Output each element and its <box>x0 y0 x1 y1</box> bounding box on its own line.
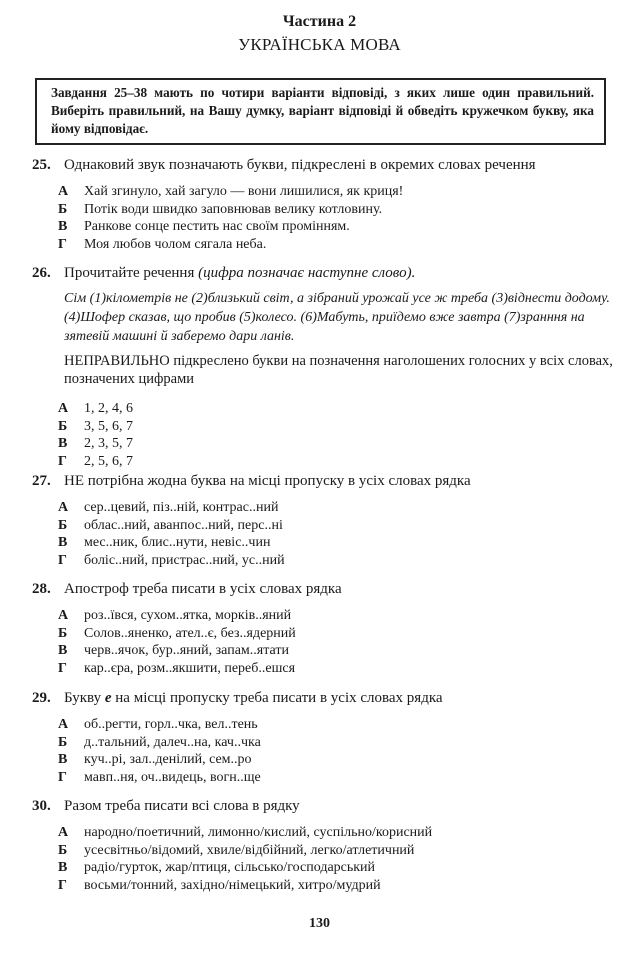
option-text: облас..ний, аванпос..ний, перс..ні <box>84 517 283 533</box>
option-letter: А <box>58 717 69 732</box>
option-g[interactable] <box>58 453 614 471</box>
question-text: Апостроф треба писати в усіх словах рядка <box>64 581 342 597</box>
option-letter: В <box>58 643 68 659</box>
option-text: черв..ячок, бур..яний, запам..ятати <box>84 643 289 659</box>
option-b[interactable] <box>58 517 614 535</box>
option-g[interactable] <box>58 552 614 570</box>
question-25 <box>32 156 614 253</box>
option-b[interactable] <box>58 625 614 643</box>
option-letter: Г <box>58 769 67 785</box>
option-letter: А <box>58 825 69 840</box>
part-title: Частина 2 <box>282 13 357 30</box>
option-letter: Г <box>58 552 67 568</box>
option-letter: Б <box>58 842 68 858</box>
question-text: Букву е на місці пропуску треба писати в усіх словах рядка <box>64 690 443 706</box>
option-text: 3, 5, 6, 7 <box>84 418 133 434</box>
option-text: Солов..яненко, ател..є, без..ядерний <box>84 625 296 641</box>
option-text: восьми/тонний, західно/німецький, хитро/мудрий <box>84 877 381 893</box>
option-letter: Б <box>58 625 68 641</box>
option-text: Хай згинуло, хай загуло — вони лишилися, як криця! <box>84 184 404 199</box>
option-text: роз..ївся, сухом..ятка, морків..яний <box>84 608 292 623</box>
option-v[interactable] <box>58 534 614 552</box>
question-text: НЕ потрібна жодна буква на місці пропуску в усіх словах рядка <box>64 473 471 489</box>
option-letter: Г <box>58 453 67 469</box>
option-letter: В <box>58 436 68 452</box>
option-a[interactable] <box>58 824 614 842</box>
option-v[interactable] <box>58 642 614 660</box>
option-letter: А <box>58 500 69 515</box>
option-a[interactable] <box>58 607 614 625</box>
question-27 <box>32 472 614 569</box>
option-text: кар..єра, розм..якшити, переб..ешся <box>84 660 296 676</box>
option-b[interactable] <box>58 842 614 860</box>
option-text: 1, 2, 4, 6 <box>84 401 133 416</box>
question-number: 29. <box>32 690 51 706</box>
question-text: Однаковий звук позначають букви, підкреслені в окремих словах речення <box>64 157 536 173</box>
option-text: Ранкове сонце пестить нас своїм промінням. <box>84 219 350 235</box>
question-text: Разом треба писати всі слова в рядку <box>64 798 300 814</box>
question-29 <box>32 689 614 786</box>
option-text: мес..ник, блис..нути, невіс..чин <box>84 535 271 551</box>
option-g[interactable] <box>58 877 614 895</box>
question-26 <box>32 264 614 470</box>
option-text: Моя любов чолом сягала неба. <box>84 236 267 252</box>
question-30 <box>32 797 614 894</box>
option-letter: Б <box>58 418 68 434</box>
option-text: боліс..ний, пристрас..ний, ус..ний <box>84 552 285 568</box>
question-note: (цифра позначає наступне слово). <box>198 265 416 281</box>
option-text: куч..рі, зал..денілий, сем..ро <box>84 752 252 768</box>
option-text: сер..цевий, піз..ній, контрас..ний <box>84 500 279 515</box>
sentence-text: Сім (1)кілометрів не (2)близький світ, а зібраний урожай усе ж треба (3)віднести додому. (4)Шофер сказав, що пробив (5)колесо. (6)Мабуть, приїдемо вже завтра (7)зранння на зятевій машині й заберемо дари ланів. <box>64 291 610 344</box>
question-number: 30. <box>32 798 51 814</box>
question-text: Прочитайте речення (цифра позначає наступне слово). <box>64 265 416 281</box>
option-a[interactable] <box>58 183 614 201</box>
option-text: д..тальний, далеч..на, кач..чка <box>84 734 261 750</box>
option-text: радіо/гурток, жар/птиця, сільсько/господарський <box>84 860 376 876</box>
target-letter: е <box>104 690 112 706</box>
option-letter: Б <box>58 734 68 750</box>
option-letter: В <box>58 860 68 876</box>
question-number: 25. <box>32 157 51 173</box>
page-header <box>0 12 639 56</box>
option-text: 2, 5, 6, 7 <box>84 453 133 469</box>
option-b[interactable] <box>58 734 614 752</box>
option-text: об..регти, горл..чка, вел..тень <box>84 717 258 732</box>
option-b[interactable] <box>58 201 614 219</box>
option-a[interactable] <box>58 716 614 734</box>
option-letter: В <box>58 535 68 551</box>
option-letter: А <box>58 608 69 623</box>
page-number: 130 <box>309 916 330 931</box>
option-g[interactable] <box>58 660 614 678</box>
option-text: народно/поетичний, лимонно/кислий, суспільно/корисний <box>84 825 433 840</box>
option-a[interactable] <box>58 499 614 517</box>
option-v[interactable] <box>58 751 614 769</box>
option-text: 2, 3, 5, 7 <box>84 436 133 452</box>
option-letter: Г <box>58 236 67 252</box>
question-number: 28. <box>32 581 51 597</box>
option-text: Потік води швидко заповнював велику котловину. <box>84 201 383 217</box>
option-v[interactable] <box>58 218 614 236</box>
question-number: 27. <box>32 473 51 489</box>
option-text: усесвітньо/відомий, хвиле/відбійний, легко/атлетичний <box>84 842 415 858</box>
option-letter: А <box>58 401 69 416</box>
option-letter: Б <box>58 517 68 533</box>
question-28 <box>32 580 614 677</box>
option-letter: Б <box>58 201 68 217</box>
option-v[interactable] <box>58 435 614 453</box>
option-text: мавп..ня, оч..видець, вогн..ще <box>84 769 261 785</box>
question-number: 26. <box>32 265 51 281</box>
instruction-box: Завдання 25–38 мають по чотири варіанти відповіді, з яких лише один правильний. Виберіть правильний, на Вашу думку, варіант відповіді й обведіть кружечком букву, яка йому відповідає. <box>35 78 606 145</box>
option-b[interactable] <box>58 418 614 436</box>
subject-title: УКРАЇНСЬКА МОВА <box>238 35 401 54</box>
option-v[interactable] <box>58 859 614 877</box>
option-letter: Г <box>58 877 67 893</box>
option-letter: В <box>58 752 68 768</box>
option-letter: Г <box>58 660 67 676</box>
option-a[interactable] <box>58 400 614 418</box>
option-g[interactable] <box>58 769 614 787</box>
option-letter: А <box>58 184 69 199</box>
option-g[interactable] <box>58 236 614 254</box>
option-letter: В <box>58 219 68 235</box>
question-condition: НЕПРАВИЛЬНО підкреслено букви на позначення наголошених голосних у всіх словах, позначених цифрами <box>64 353 613 387</box>
